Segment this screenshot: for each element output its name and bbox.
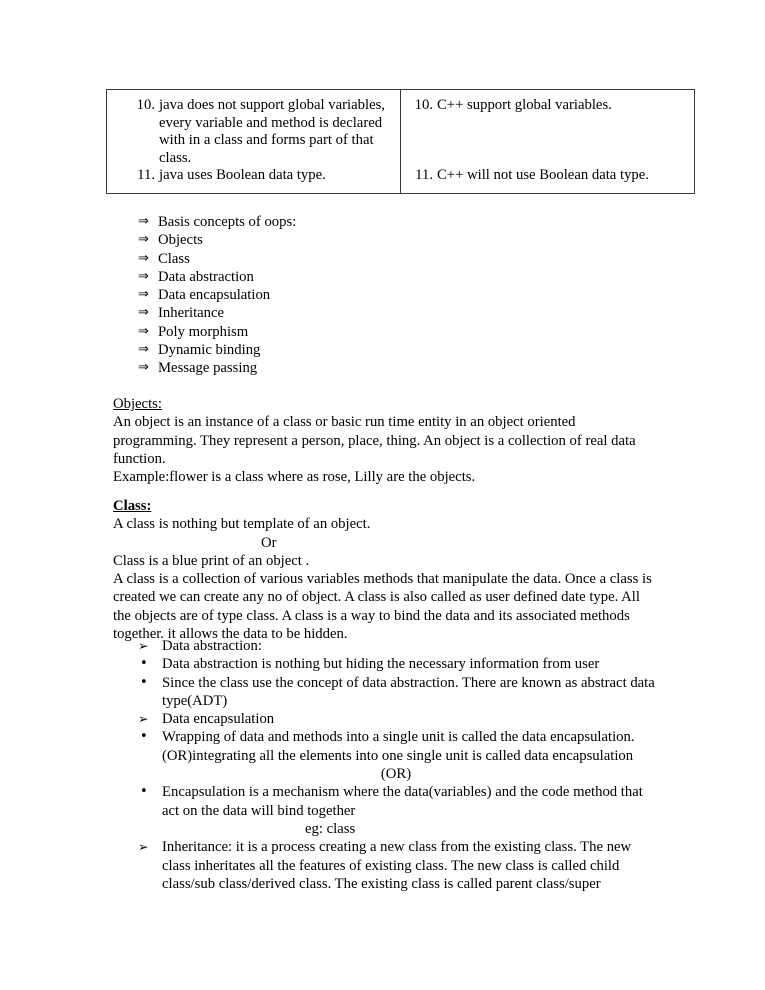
list-item: [138, 359, 558, 377]
double-arrow-icon: ⇒: [138, 232, 149, 248]
list-item: [138, 213, 558, 231]
list-item-label: Data encapsulation: [162, 711, 275, 728]
list-item-label: Since the class use the concept of data abstraction. There are known as abstract data type(ADT): [162, 674, 655, 709]
double-arrow-icon: ⇒: [138, 268, 149, 284]
double-arrow-icon: ⇒: [138, 250, 149, 266]
double-arrow-icon: ⇒: [138, 287, 149, 303]
list-item: [138, 286, 558, 304]
list-item: [138, 637, 660, 655]
double-arrow-icon: ⇒: [138, 342, 149, 358]
list-item: [133, 97, 392, 167]
list-item: [138, 304, 558, 322]
objects-paragraph: An object is an instance of a class or basic run time entity in an object oriented programming. They represent a person, place, thing. An object is a collection of real data function.: [113, 414, 636, 467]
list-item-label: Message passing: [158, 360, 258, 377]
list-item: [138, 323, 558, 341]
class-or-label: Or: [261, 534, 277, 551]
oops-concepts-list: [138, 213, 558, 378]
item-text: C++ will not use Boolean data type.: [437, 166, 649, 183]
list-item: [138, 710, 660, 728]
list-item-label: Wrapping of data and methods into a single unit is called the data encapsulation. (OR)integrating all the elements into one single unit is called data encapsulation: [162, 729, 635, 764]
list-item-label: Data abstraction is nothing but hiding the necessary information from user: [162, 656, 600, 673]
double-arrow-icon: ⇒: [138, 214, 149, 229]
list-item-label: Encapsulation is a mechanism where the data(variables) and the code method that act on the data will bind together: [162, 784, 643, 819]
list-item: [138, 231, 558, 249]
list-item-label: Data encapsulation: [158, 287, 271, 304]
cell-spacer: [409, 115, 686, 167]
class-line-2: Class is a blue print of an object .: [113, 552, 310, 569]
item-number: 10.: [136, 97, 155, 113]
oops-detail-list: [138, 637, 660, 893]
list-item-label: Dynamic binding: [158, 342, 261, 359]
example-note: eg: class: [305, 820, 356, 837]
list-item-label: Inheritance: [158, 305, 225, 322]
item-text: java does not support global variables, every variable and method is declared with in a class and forms part of that class.: [159, 97, 385, 166]
list-item-label: Objects: [158, 232, 203, 249]
list-item-label: Poly morphism: [158, 323, 249, 340]
arrowhead-bullet-icon: ➢: [138, 839, 149, 855]
list-item-label: Data abstraction: [158, 268, 254, 285]
list-item: [138, 728, 660, 783]
list-item-label: Class: [158, 250, 190, 267]
java-cpp-comparison-table: [106, 89, 695, 194]
class-paragraph: A class is a collection of various variables methods that manipulate the data. Once a class is created we can create any no of object. A class is also called as user defined date type. All the objects are of type class. A class is a way to bind the data and its associated methods together. it allows the data to be hidden.: [113, 571, 652, 643]
list-item: [411, 167, 686, 185]
list-item: [138, 250, 558, 268]
list-item: [138, 674, 660, 711]
double-arrow-icon: ⇒: [138, 305, 149, 321]
class-heading: Class:: [113, 498, 152, 514]
list-item: [138, 268, 558, 286]
list-item-label: Data abstraction:: [162, 638, 262, 654]
class-section: [113, 497, 661, 643]
list-item: [138, 655, 660, 673]
arrowhead-bullet-icon: ➢: [138, 711, 149, 727]
round-bullet-icon: •: [140, 729, 148, 745]
arrowhead-bullet-icon: ➢: [138, 638, 149, 653]
class-line-1: A class is nothing but template of an object.: [113, 516, 371, 533]
table-row: [107, 90, 695, 194]
item-number: 10.: [414, 97, 433, 113]
objects-heading: Objects:: [113, 396, 162, 412]
list-item-label: Inheritance: it is a process creating a new class from the existing class. The new class inheritates all the features of existing class. The new class is called child class/sub class/derived class. The existing class is called parent class/super: [162, 839, 632, 892]
or-note: (OR): [380, 766, 412, 783]
list-item: [133, 167, 392, 185]
item-text: C++ support global variables.: [437, 97, 612, 113]
list-item-label: Basis concepts of oops:: [158, 214, 297, 230]
double-arrow-icon: ⇒: [138, 323, 149, 339]
list-item: [138, 838, 660, 893]
table-cell-cpp: [401, 90, 695, 194]
item-number: 11.: [415, 166, 433, 183]
round-bullet-icon: •: [140, 656, 148, 672]
list-item: [411, 97, 686, 115]
list-item: [138, 341, 558, 359]
item-number: 11.: [137, 167, 155, 184]
objects-example: Example:flower is a class where as rose, Lilly are the objects.: [113, 469, 476, 486]
list-item: [138, 783, 660, 838]
table-cell-java: [107, 90, 401, 194]
round-bullet-icon: •: [140, 784, 148, 800]
item-text: java uses Boolean data type.: [159, 167, 326, 184]
objects-section: [113, 395, 661, 486]
double-arrow-icon: ⇒: [138, 360, 149, 376]
round-bullet-icon: •: [140, 674, 148, 690]
